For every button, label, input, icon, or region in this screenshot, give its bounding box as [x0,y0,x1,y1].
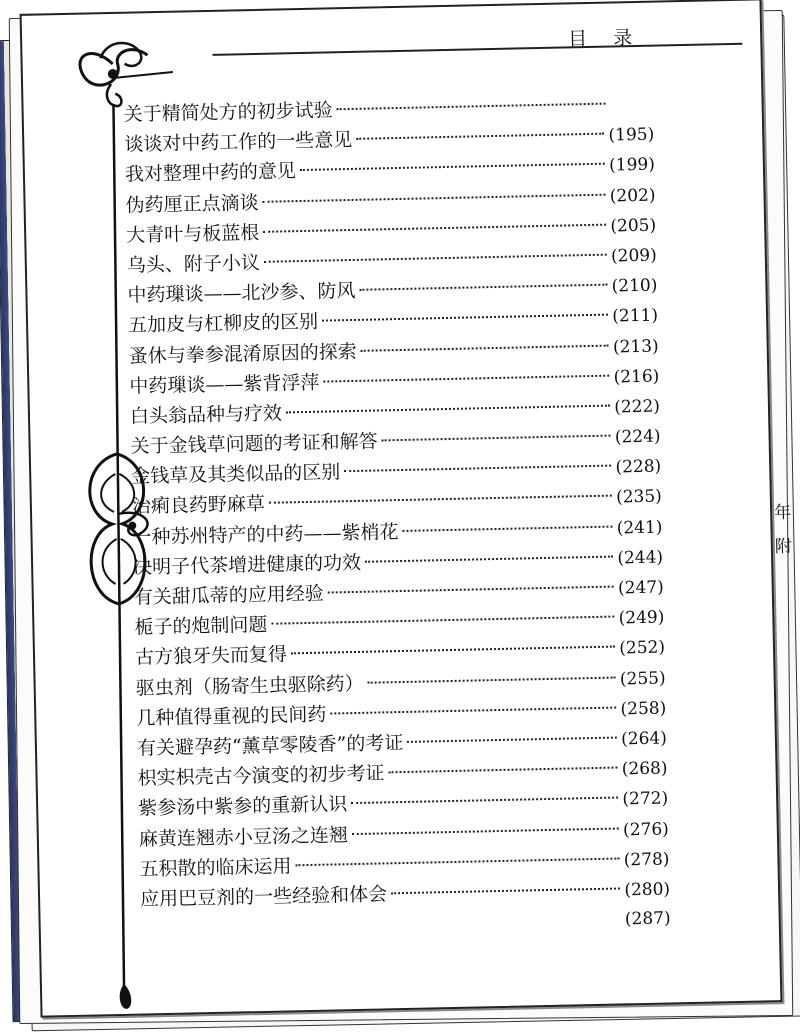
toc-entry-page: (268) [621,758,668,780]
toc-entry-page: (216) [613,366,660,388]
toc-entry-title: 中药璅谈——紫背浮萍 [129,371,320,398]
toc-leader-dots [391,887,620,894]
toc-leader-dots [300,163,605,171]
toc-entry-title: 紫参汤中紫参的重新认识 [138,793,348,820]
toc-leader-dots [271,616,614,625]
toc-leader-dots [365,555,613,562]
toc-leader-dots [323,374,609,382]
toc-entry-page: (210) [611,275,658,297]
toc-entry-title: 伪药厘正点滴谈 [125,191,259,217]
toc-entry-title: 蚤休与拳参混淆原因的探索 [128,340,357,368]
toc-entry-page: (255) [619,668,666,690]
toc-entry-page: (280) [624,879,671,901]
side-peek-text: 附 [774,536,793,558]
toc-entry-title: 驱虫剂（肠寄生虫驱除药） [135,672,364,700]
toc-entry-page: (213) [612,336,659,358]
toc-entry-title: 几种值得重视的民间药 [136,703,327,730]
toc-entry-page: (241) [616,517,663,539]
toc-entry-page: (224) [614,426,661,448]
toc-entry-page: (287) [624,908,671,930]
toc-leader-dots [337,103,606,111]
toc-entry-page: (252) [619,637,666,659]
toc-leader-dots [263,193,606,202]
toc-list [123,89,671,945]
toc-entry-page: (235) [615,486,663,508]
toc-entry-title: 中药璅谈——北沙参、防风 [127,280,356,307]
toc-entry-page: (228) [615,456,662,478]
toc-entry-page: (249) [618,607,665,629]
toc-leader-dots [361,344,609,351]
toc-entry-page: (276) [622,818,669,840]
toc-leader-dots [264,254,607,263]
toc-leader-dots [389,767,618,774]
toc-entry-page [610,110,654,111]
toc-entry-title: 我对整理中药的意见 [124,160,297,187]
toc-entry-title: 金钱草及其类似品的区别 [131,461,341,488]
toc-leader-dots [351,797,618,805]
toc-entry-page: (258) [620,698,667,720]
toc-entry-title: 五积散的临床运用 [139,855,292,881]
header-rule [212,43,742,56]
toc-leader-dots [359,284,607,291]
toc-entry-page: (278) [623,849,670,871]
toc-entry-page: (209) [610,245,657,267]
toc-entry-page: (195) [608,124,655,146]
toc-entry-title: 谈谈对中药工作的一些意见 [124,129,353,156]
toc-entry-page: (247) [617,577,664,599]
toc-leader-dots [286,404,610,413]
page-header-title: 目 录 [567,26,643,51]
toc-leader-dots [368,676,616,683]
toc-entry-page: (244) [617,547,664,569]
toc-entry-title: 一种苏州特产的中药——紫梢花 [132,520,399,549]
toc-entry-title: 治痢良药野麻草 [131,493,266,519]
toc-entry-title: 关于精简处方的初步试验 [123,99,333,126]
toc-entry-title: 白头翁品种与疗效 [129,402,283,428]
toc-leader-dots [291,646,615,655]
toc-entry-page: (272) [622,788,669,810]
toc-entry-title: 五加皮与杠柳皮的区别 [127,311,319,337]
toc-entry-title: 有关甜瓜蒂的应用经验 [133,582,325,609]
toc-entry-title: 关于金钱草问题的考证和解答 [130,430,378,458]
toc-leader-dots [344,465,611,473]
toc-entry-page: (205) [610,215,657,237]
toc-entry-title: 古方狼牙失而复得 [134,643,288,669]
toc-leader-dots [352,827,619,835]
toc-entry-title: 有关避孕药“薰草零陵香”的考证 [136,731,404,760]
toc-page [20,0,793,1018]
toc-entry-page: (199) [608,154,656,176]
toc-entry-title: 应用巴豆剂的一些经验和体会 [139,883,388,911]
toc-leader-dots [295,857,619,866]
toc-leader-dots [328,586,614,594]
toc-leader-dots [382,435,611,442]
toc-entry-page: (264) [620,728,668,750]
toc-entry-page: (211) [612,305,659,327]
toc-entry-title: 枳实枳壳古今演变的初步考证 [137,762,385,790]
toc-leader-dots [356,133,604,140]
toc-entry-title: 麻黄连翘赤小豆汤之连翘 [138,823,349,851]
toc-leader-dots [330,706,616,714]
toc-entry-title: 大青叶与板蓝根 [126,221,260,247]
toc-entry-page: (222) [614,396,661,418]
side-peek-text: 年 [773,502,792,524]
toc-leader-dots [402,525,612,531]
toc-entry-title: 栀子的炮制问题 [134,614,268,639]
toc-entry-page: (202) [609,185,656,207]
toc-entry-title: 乌头、附子小议 [126,251,261,277]
toc-leader-dots [263,223,606,232]
toc-entry-title: 决明子代茶增进健康的功效 [132,551,362,579]
toc-leader-dots [322,314,608,322]
toc-leader-dots [407,736,617,742]
toc-leader-dots [269,495,612,504]
toc-leader-dots [145,919,621,929]
